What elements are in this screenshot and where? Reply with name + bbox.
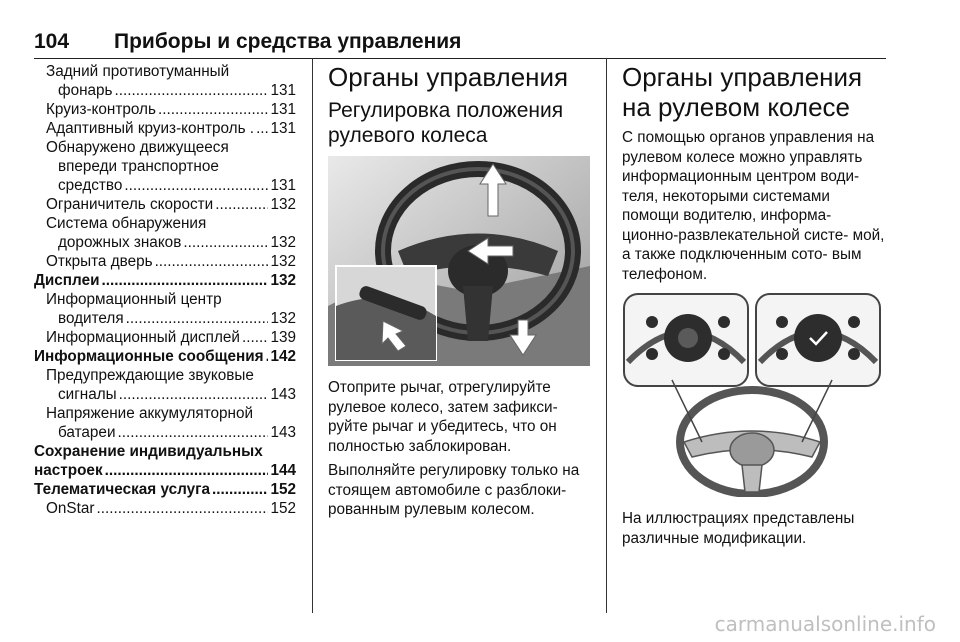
toc-entry-title: Информационный центр <box>46 291 222 308</box>
toc-entry-title: Информационный дисплей <box>46 329 240 346</box>
toc-entry-title: Круиз-контроль <box>46 101 156 118</box>
toc-entry-title: Сохранение индивидуальных <box>34 443 263 460</box>
toc-entry[interactable] <box>34 442 296 480</box>
toc-entry[interactable] <box>34 62 296 100</box>
toc-page-number: 132 <box>270 310 296 327</box>
toc-leader-dots <box>96 499 268 518</box>
toc-entry-title: батареи <box>58 424 116 441</box>
toc-leader-dots <box>101 271 268 290</box>
toc-leader-dots <box>256 119 268 138</box>
toc-entry-title: настроек <box>34 462 103 479</box>
toc-entry-title: Адаптивный круиз-контроль . <box>46 120 255 137</box>
toc-entry-title: OnStar <box>46 500 95 517</box>
toc-page-number: 152 <box>270 500 296 517</box>
toc-leader-dots <box>242 328 269 347</box>
toc-leader-dots <box>105 461 269 480</box>
toc-entry-title: Система обнаружения <box>46 215 207 232</box>
toc-entry[interactable] <box>34 119 296 138</box>
toc-page-number: 143 <box>270 424 296 441</box>
toc-leader-dots <box>215 195 268 214</box>
toc-page-number: 143 <box>270 386 296 403</box>
toc-leader-dots <box>115 81 269 100</box>
toc-entry-title: Напряжение аккумуляторной <box>46 405 254 422</box>
toc-entry[interactable] <box>34 499 296 518</box>
toc-entry-title: Дисплеи <box>34 272 100 289</box>
toc-entry-title: Телематическая услуга <box>34 481 210 498</box>
toc-entry-title: Открыта дверь <box>46 253 153 270</box>
toc-entry-title: Ограничитель скорости <box>46 196 214 213</box>
watermark: carmanualsonline.info <box>714 612 936 636</box>
toc-page-number: 139 <box>270 329 296 346</box>
toc-leader-dots <box>266 347 269 366</box>
toc-page-number: 144 <box>270 462 296 479</box>
toc-leader-dots <box>126 309 269 328</box>
paragraph: С помощью органов управления на рулевом колесе можно управлять информационным центром води- теля, некоторыми системами помощи водителю, информа- ционно-развлекательной систе- мой, а также подключенным сото- вым телефоном. <box>622 129 885 283</box>
toc-page-number: 131 <box>270 177 296 194</box>
toc-leader-dots <box>119 385 269 404</box>
toc-entry[interactable] <box>34 252 296 271</box>
toc-leader-dots <box>155 252 269 271</box>
column-divider <box>312 58 313 613</box>
toc-page-number: 132 <box>270 234 296 251</box>
toc-entry[interactable] <box>34 214 296 252</box>
chapter-title: Приборы и средства управления <box>114 30 462 53</box>
toc-entry[interactable] <box>34 138 296 195</box>
toc-entry[interactable] <box>34 290 296 328</box>
steering-wheel-controls-illustration <box>622 292 882 497</box>
table-of-contents <box>34 62 296 518</box>
toc-entry[interactable] <box>34 480 296 499</box>
toc-leader-dots <box>183 233 268 252</box>
toc-page-number: 152 <box>270 481 296 498</box>
toc-page-number: 131 <box>270 82 296 99</box>
toc-entry[interactable] <box>34 366 296 404</box>
toc-entry-title: дорожных знаков <box>58 234 182 251</box>
toc-page-number: 131 <box>270 101 296 118</box>
steering-wheel-adjustment-illustration <box>328 156 590 366</box>
toc-entry-title: средство <box>58 177 123 194</box>
toc-entry-title: сигналы <box>58 386 117 403</box>
page-header <box>34 28 886 59</box>
paragraph: Выполняйте регулировку только на стоящем автомобиле с разблоки- рованным рулевым колесом. <box>328 462 580 518</box>
section-heading: Органы управления <box>328 62 569 92</box>
toc-entry-title: фонарь <box>58 82 113 99</box>
toc-page-number: 132 <box>270 253 296 270</box>
toc-page-number: 131 <box>270 120 296 137</box>
toc-entry[interactable] <box>34 271 296 290</box>
section-heading: Органы управления на рулевом колесе <box>622 62 863 122</box>
toc-entry-title: Предупреждающие звуковые <box>46 367 254 384</box>
toc-page-number: 142 <box>270 348 296 365</box>
toc-entry-title: впереди транспортное <box>58 158 219 175</box>
toc-leader-dots <box>212 480 268 499</box>
subsection-heading: Регулировка положения рулевого колеса <box>328 99 564 147</box>
page-number: 104 <box>34 30 70 53</box>
toc-entry-title: Задний противотуманный <box>46 63 230 80</box>
wheel-controls-section <box>622 62 888 553</box>
toc-entry-title: Обнаружено движущееся <box>46 139 229 156</box>
toc-leader-dots <box>158 100 269 119</box>
toc-leader-dots <box>117 423 268 442</box>
toc-entry-title: Информационные сообщения <box>34 348 264 365</box>
toc-entry[interactable] <box>34 347 296 366</box>
toc-entry[interactable] <box>34 195 296 214</box>
paragraph: Отоприте рычаг, отрегулируйте рулевое колесо, затем зафикси- руйте рычаг и убедитесь, что он полностью заблокирован. <box>328 379 558 455</box>
paragraph: На иллюстрациях представлены различные модификации. <box>622 510 855 547</box>
toc-entry[interactable] <box>34 100 296 119</box>
toc-entry-title: водителя <box>58 310 124 327</box>
toc-entry[interactable] <box>34 328 296 347</box>
toc-page-number: 132 <box>270 196 296 213</box>
column-divider <box>606 58 607 613</box>
toc-page-number: 132 <box>270 272 296 289</box>
steering-adjustment-section <box>328 62 592 525</box>
toc-entry[interactable] <box>34 404 296 442</box>
toc-leader-dots <box>124 176 268 195</box>
